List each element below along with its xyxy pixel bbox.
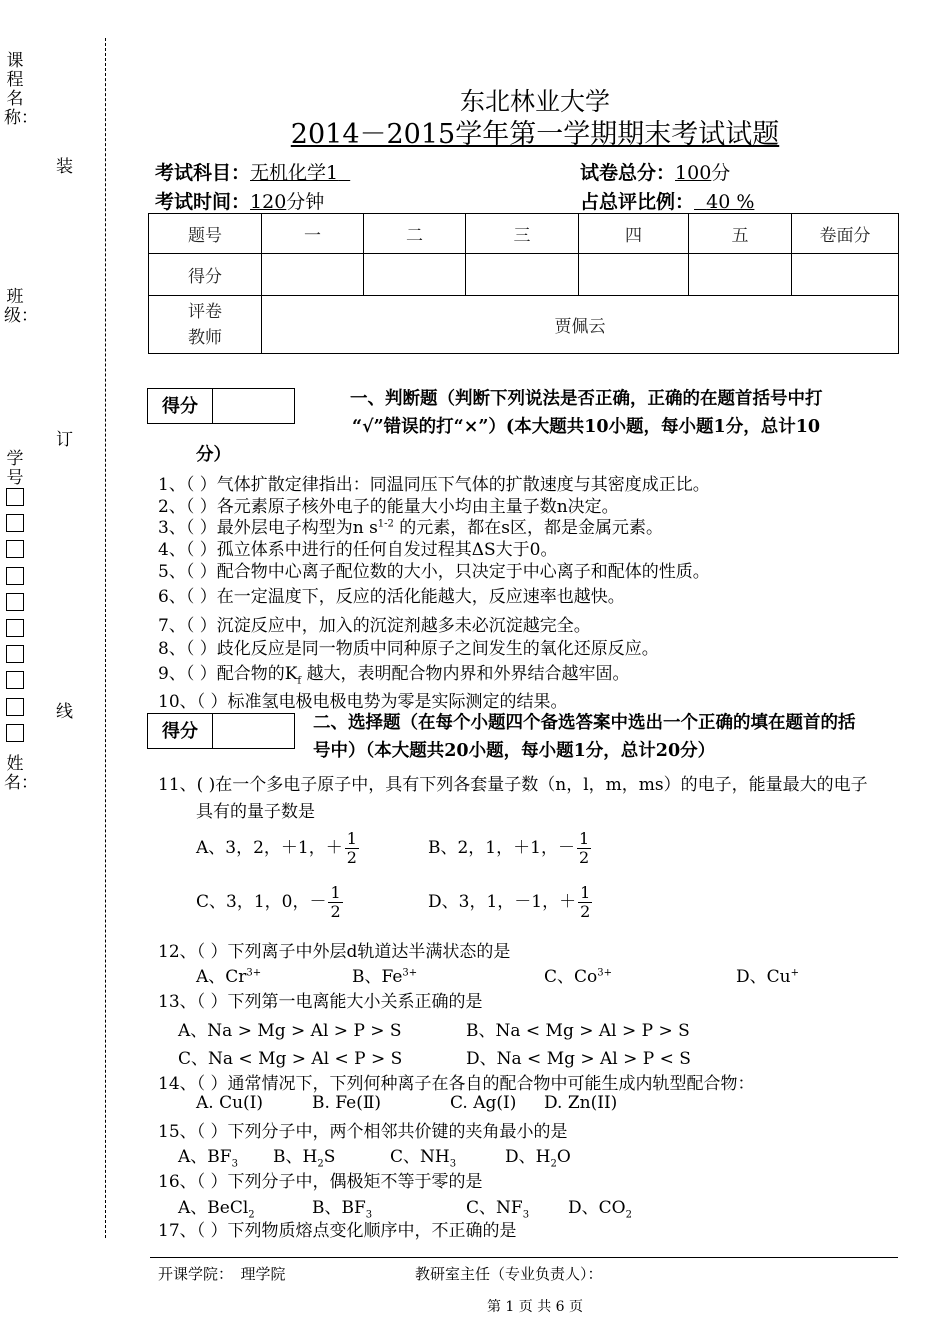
exam-title: 2014－2015学年第一学期期末考试试题 bbox=[290, 119, 780, 150]
header-cell: 卷面分 bbox=[792, 214, 899, 254]
q16-option-c: C、$NF_3$ bbox=[466, 1198, 530, 1221]
time-label: 考试时间： bbox=[155, 191, 251, 213]
course-name-label: 课程名称： bbox=[4, 51, 38, 128]
question-11-cont: 具有的量子数是 bbox=[196, 802, 315, 822]
q15-option-c: C、$NH_3$ bbox=[390, 1147, 457, 1170]
name-label: 姓名： bbox=[4, 754, 38, 793]
q14-option-b: B. Fe(Ⅱ) bbox=[312, 1093, 382, 1113]
section2-heading-line2: 号中）（本大题共20小题，每小题1分，总计20分） bbox=[313, 741, 716, 761]
q12-option-c: C、$Co^{3+}$ bbox=[544, 967, 612, 987]
question-17: 17、（ ）下列物质熔点变化顺序中，不正确的是 bbox=[158, 1221, 517, 1241]
score-table bbox=[148, 213, 899, 354]
page-number: 第 1 页 共 6 页 bbox=[486, 1299, 584, 1315]
student-id-box[interactable] bbox=[6, 567, 24, 585]
score-cell[interactable] bbox=[466, 254, 579, 296]
binding-char-zhuang: 装 bbox=[56, 157, 73, 177]
q15-option-a: A、$BF_3$ bbox=[178, 1147, 238, 1170]
ratio-value: 40 % bbox=[706, 191, 755, 213]
section2-heading-line1: 二、选择题（在每个小题四个备选答案中选出一个正确的填在题首的括 bbox=[313, 713, 856, 733]
question-12: 12、（ ）下列离子中外层d轨道达半满状态的是 bbox=[158, 942, 511, 962]
q14-option-d: D. Zn(II) bbox=[544, 1093, 618, 1113]
q11-option-b: B、2，1，＋1，－ $\frac{1}{2}$ bbox=[428, 829, 590, 867]
header-cell: 二 bbox=[364, 214, 466, 254]
footer-college: 开课学院： 理学院 bbox=[158, 1265, 286, 1283]
student-id-box[interactable] bbox=[6, 593, 24, 611]
score-cell[interactable] bbox=[689, 254, 792, 296]
subject-row bbox=[155, 158, 350, 185]
question-9: 9、（ ）配合物的$K_f$ 越大，表明配合物内界和外界结合越牢固。 bbox=[158, 664, 630, 687]
q13-option-a: A、Na > Mg > Al > P > S bbox=[178, 1021, 402, 1041]
section2-score-box[interactable] bbox=[147, 713, 295, 749]
footer-director: 教研室主任（专业负责人）： bbox=[415, 1265, 603, 1283]
student-id-boxes[interactable] bbox=[6, 488, 24, 750]
score-box-label: 得分 bbox=[148, 389, 213, 423]
q15-option-b: B、$H_2S$ bbox=[273, 1147, 336, 1170]
student-id-box[interactable] bbox=[6, 724, 24, 742]
q11-option-d: D、3，1，－1，＋ $\frac{1}{2}$ bbox=[428, 883, 591, 921]
question-16: 16、（ ）下列分子中，偶极矩不等于零的是 bbox=[158, 1172, 483, 1192]
header-cell: 题号 bbox=[149, 214, 262, 254]
question-14: 14、（ ）通常情况下，下列何种离子在各自的配合物中可能生成内轨型配合物： bbox=[158, 1074, 755, 1094]
q16-option-d: D、$CO_2$ bbox=[568, 1198, 632, 1221]
question-5: 5、（ ）配合物中心离子配位数的大小，只决定于中心离子和配体的性质。 bbox=[158, 562, 710, 582]
time-row bbox=[155, 187, 324, 214]
question-1: 1、（ ）气体扩散定律指出：同温同压下气体的扩散速度与其密度成正比。 bbox=[158, 475, 710, 495]
q13-option-d: D、Na < Mg > Al > P < S bbox=[466, 1049, 691, 1069]
binding-char-ding: 订 bbox=[56, 430, 73, 450]
score-box-label: 得分 bbox=[148, 714, 213, 748]
question-10: 10、（ ）标准氢电极电极电势为零是实际测定的结果。 bbox=[158, 692, 568, 712]
subject-value: 无机化学1 bbox=[250, 162, 339, 184]
header-cell: 一 bbox=[262, 214, 364, 254]
q12-option-b: B、$Fe^{3+}$ bbox=[352, 967, 418, 987]
q14-option-c: C. Ag(I) bbox=[450, 1093, 517, 1113]
student-id-box[interactable] bbox=[6, 540, 24, 558]
question-11: 11、( )在一个多电子原子中，具有下列各套量子数（n，l，m，ms）的电子，能量最大的电子 bbox=[158, 775, 868, 795]
total-unit: 分 bbox=[711, 162, 731, 184]
q11-option-c: C、3，1，0，－ $\frac{1}{2}$ bbox=[196, 883, 341, 921]
q13-option-c: C、Na < Mg > Al < P > S bbox=[178, 1049, 403, 1069]
question-15: 15、（ ）下列分子中，两个相邻共价键的夹角最小的是 bbox=[158, 1122, 568, 1142]
binding-char-xian: 线 bbox=[56, 702, 73, 722]
ratio-label: 占总评比例： bbox=[580, 191, 695, 213]
q11-option-a: A、3，2，＋1，＋ $\frac{1}{2}$ bbox=[196, 829, 357, 867]
student-id-box[interactable] bbox=[6, 645, 24, 663]
time-unit: 分钟 bbox=[286, 191, 325, 213]
score-cell[interactable] bbox=[579, 254, 689, 296]
total-label: 试卷总分： bbox=[580, 162, 676, 184]
grader-row-label: 评卷 教师 bbox=[149, 296, 262, 354]
score-row-label: 得分 bbox=[149, 254, 262, 296]
score-cell[interactable] bbox=[364, 254, 466, 296]
question-2: 2、（ ）各元素原子核外电子的能量大小均由主量子数n决定。 bbox=[158, 497, 619, 517]
footer-rule bbox=[150, 1257, 898, 1258]
q16-option-a: A、BeCl$_2$ bbox=[178, 1198, 255, 1221]
binding-dashed-line bbox=[105, 38, 106, 1238]
class-label: 班级： bbox=[4, 287, 38, 326]
total-value: 100 bbox=[675, 162, 712, 184]
question-6: 6、（ ）在一定温度下，反应的活化能越大，反应速率也越快。 bbox=[158, 587, 625, 607]
section1-heading-line1: 一、判断题（判断下列说法是否正确，正确的在题首括号中打 bbox=[350, 389, 823, 409]
student-id-box[interactable] bbox=[6, 619, 24, 637]
question-8: 8、（ ）歧化反应是同一物质中同种原子之间发生的氧化还原反应。 bbox=[158, 639, 659, 659]
header-cell: 四 bbox=[579, 214, 689, 254]
question-4: 4、（ ）孤立体系中进行的任何自发过程其ΔS大于0。 bbox=[158, 540, 558, 560]
q14-option-a: A. Cu(I) bbox=[196, 1093, 264, 1113]
student-id-box[interactable] bbox=[6, 514, 24, 532]
university-name: 东北林业大学 bbox=[459, 87, 610, 116]
question-13: 13、（ ）下列第一电离能大小关系正确的是 bbox=[158, 992, 483, 1012]
section1-heading-line2: “√”错误的打“×”）(本大题共10小题，每小题1分，总计10 bbox=[352, 417, 821, 437]
grader-name: 贾佩云 bbox=[262, 296, 899, 354]
q12-option-d: D、Cu+ bbox=[736, 967, 799, 987]
score-cell[interactable] bbox=[792, 254, 899, 296]
score-cell[interactable] bbox=[262, 254, 364, 296]
q12-option-a: A、$Cr^{3+}$ bbox=[196, 967, 262, 987]
subject-label: 考试科目： bbox=[155, 162, 251, 184]
student-id-label: 学号 bbox=[6, 449, 24, 488]
time-value: 120 bbox=[250, 191, 287, 213]
question-3: 3、（ ）最外层电子构型为n $s^{1-2}$ 的元素，都在s区，都是金属元素。 bbox=[158, 518, 664, 538]
header-cell: 五 bbox=[689, 214, 792, 254]
q13-option-b: B、Na < Mg > Al > P > S bbox=[466, 1021, 690, 1041]
ratio-row bbox=[580, 187, 754, 214]
section1-score-box[interactable] bbox=[147, 388, 295, 424]
header-cell: 三 bbox=[466, 214, 579, 254]
student-id-box[interactable] bbox=[6, 698, 24, 716]
total-row bbox=[580, 158, 730, 185]
q15-option-d: D、$H_2O$ bbox=[505, 1147, 571, 1170]
student-id-box[interactable] bbox=[6, 488, 24, 506]
question-7: 7、（ ）沉淀反应中，加入的沉淀剂越多未必沉淀越完全。 bbox=[158, 616, 591, 636]
q16-option-b: B、$BF_3$ bbox=[312, 1198, 373, 1221]
student-id-box[interactable] bbox=[6, 671, 24, 689]
section1-heading-line3: 分） bbox=[196, 445, 231, 465]
